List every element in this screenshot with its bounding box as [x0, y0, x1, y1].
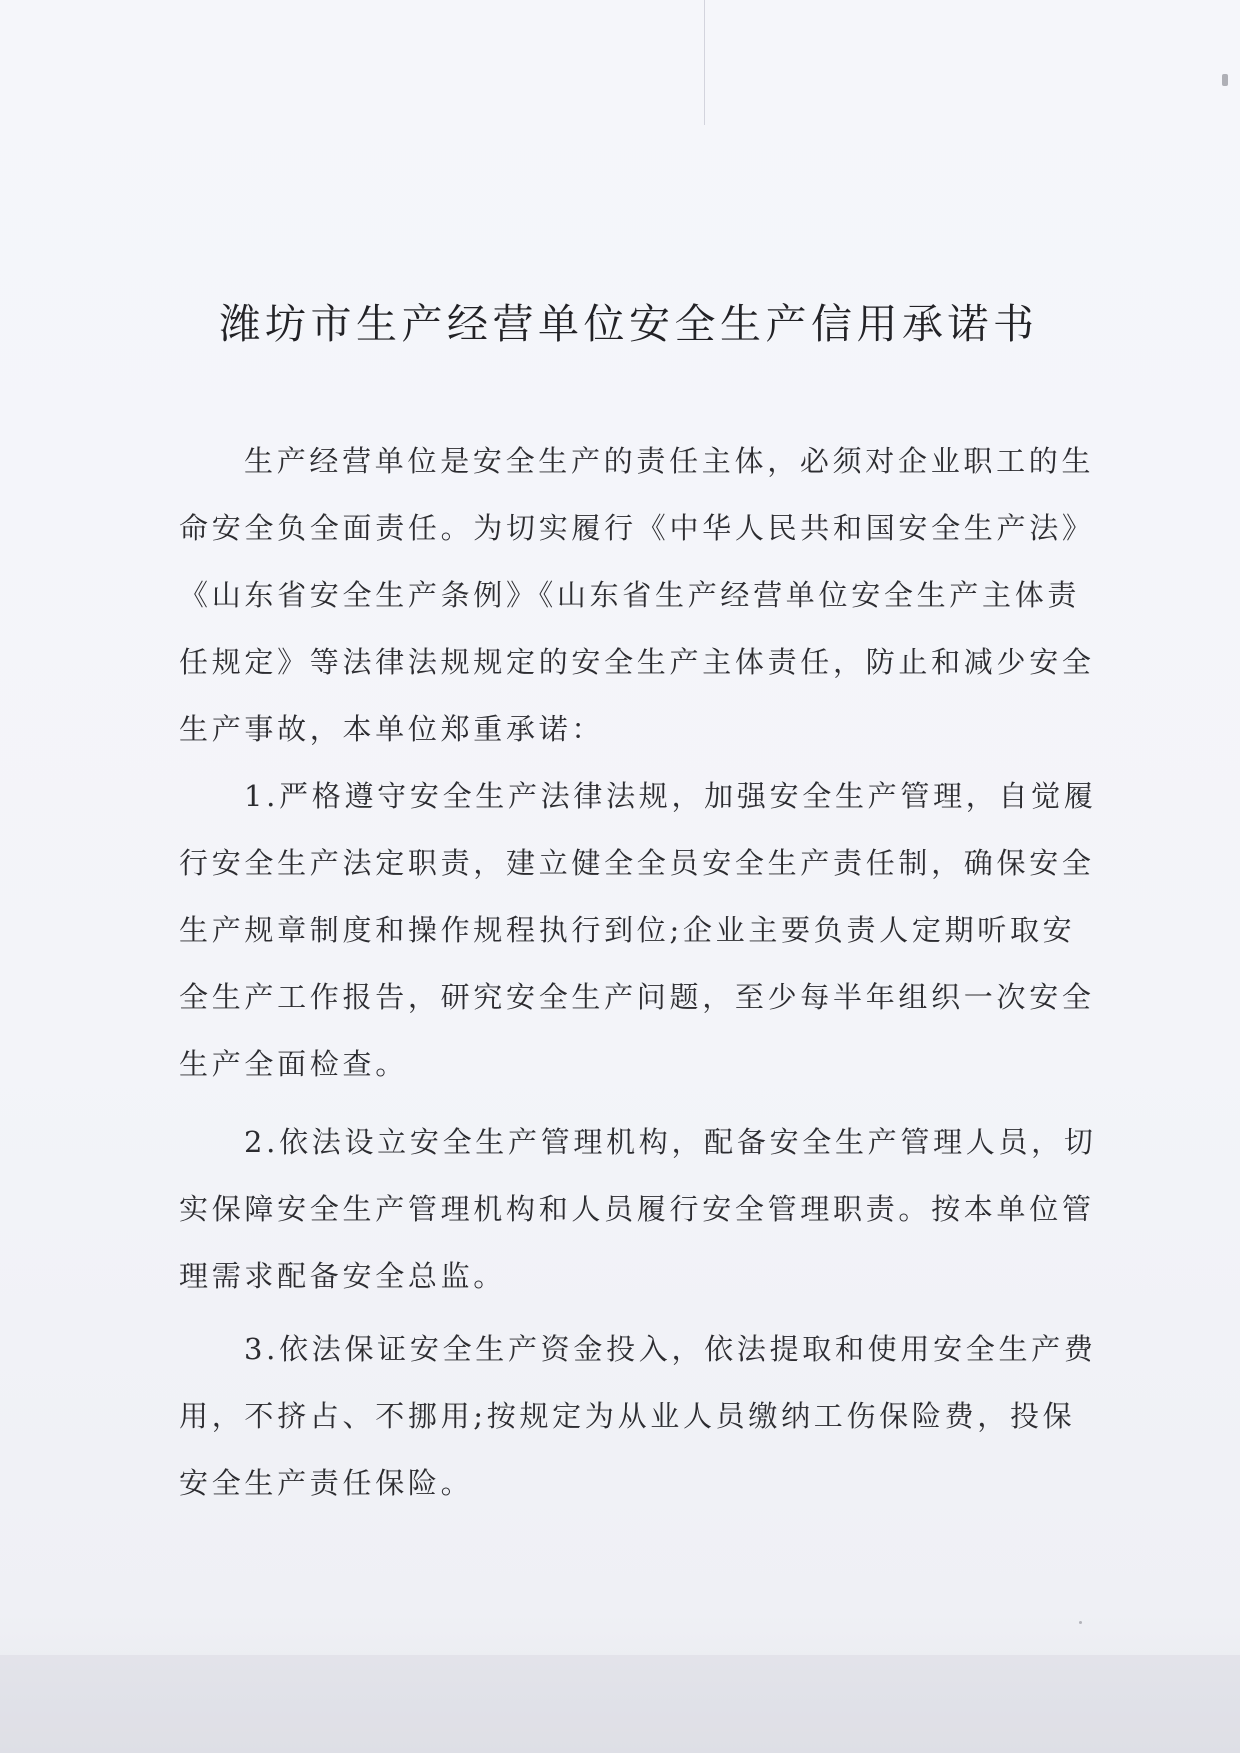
scan-dot — [1079, 1621, 1082, 1624]
text-line: 任规定》等法律法规规定的安全生产主体责任，防止和减少安全 — [179, 645, 1095, 679]
text-line: 生产规章制度和操作规程执行到位;企业主要负责人定期听取安 — [179, 913, 1076, 947]
text-line: 行安全生产法定职责，建立健全全员安全生产责任制，确保安全 — [179, 846, 1095, 880]
text-line: 1.严格遵守安全生产法律法规，加强安全生产管理，自觉履 — [244, 779, 1097, 813]
text-line: 安全生产责任保险。 — [179, 1466, 474, 1500]
scan-bottom-shadow — [0, 1655, 1240, 1753]
document-body — [179, 428, 1139, 1517]
document-title: 潍坊市生产经营单位安全生产信用承诺书 — [219, 300, 1039, 348]
scan-fold-line — [704, 0, 705, 125]
text-line: 用，不挤占、不挪用;按规定为从业人员缴纳工伤保险费，投保 — [179, 1399, 1076, 1433]
text-line: 全生产工作报告，研究安全生产问题，至少每半年组织一次安全 — [179, 980, 1095, 1014]
text-line: 生产事故，本单位郑重承诺： — [179, 712, 605, 746]
commitment-item-3 — [179, 1316, 1139, 1517]
text-line: 命安全负全面责任。为切实履行《中华人民共和国安全生产法》 — [179, 511, 1095, 545]
text-line: 理需求配备安全总监。 — [179, 1259, 507, 1293]
text-line: 生产经营单位是安全生产的责任主体，必须对企业职工的生 — [244, 444, 1095, 478]
scan-mark — [1222, 74, 1228, 86]
text-line: 3.依法保证安全生产资金投入，依法提取和使用安全生产费 — [244, 1332, 1097, 1366]
text-line: 实保障安全生产管理机构和人员履行安全管理职责。按本单位管 — [179, 1192, 1095, 1226]
text-line: 《山东省安全生产条例》《山东省生产经营单位安全生产主体责 — [179, 578, 1081, 612]
commitment-item-2 — [179, 1109, 1139, 1310]
intro-paragraph — [179, 428, 1139, 763]
text-line: 生产全面检查。 — [179, 1047, 408, 1081]
commitment-item-1 — [179, 763, 1139, 1098]
text-line: 2.依法设立安全生产管理机构，配备安全生产管理人员，切 — [244, 1125, 1097, 1159]
